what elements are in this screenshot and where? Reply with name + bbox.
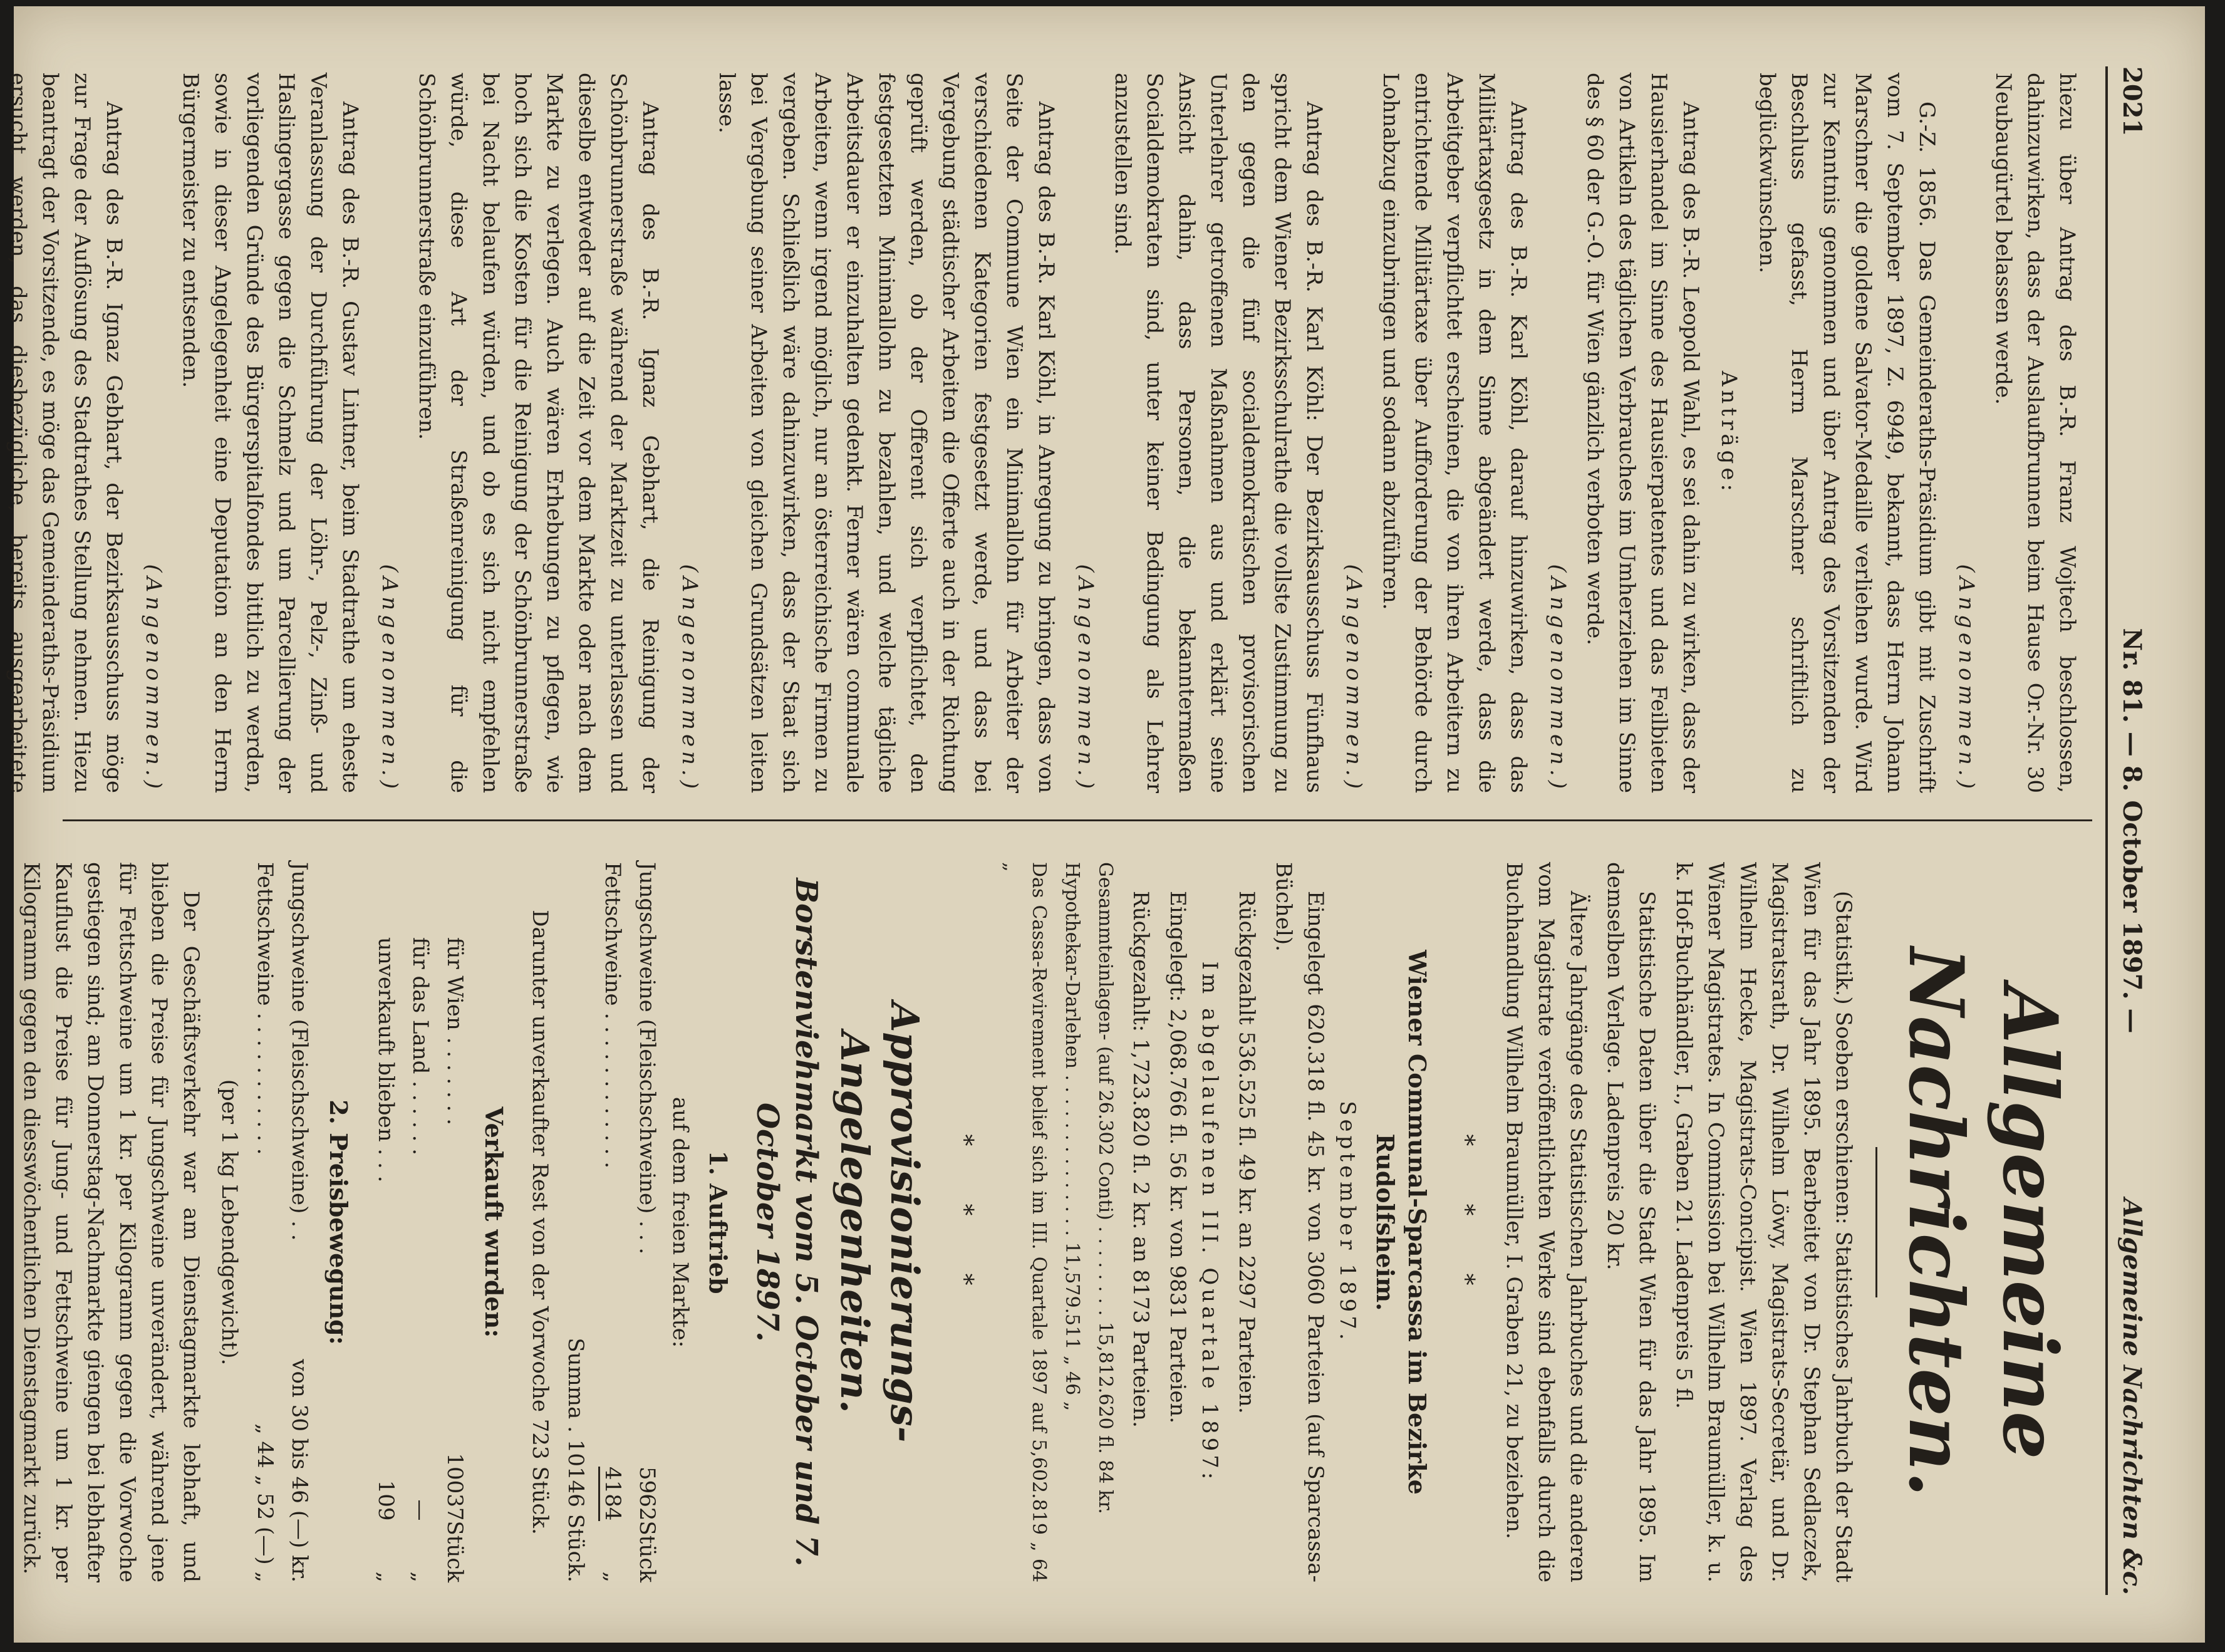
row-value: von 30 bis 46 (—) kr.: [287, 1359, 312, 1582]
stat-line: Hypothekar-Darlehen . . . . . . . . . . . . . . 11,579.511 „ 46 „: [1061, 862, 1083, 1411]
table-row: [282, 862, 316, 1582]
row-value: 4184: [598, 1467, 625, 1521]
preis-note: (per 1 kg Lebendgewicht).: [217, 1079, 242, 1366]
paragraph: hiezu über Antrag des B.-R. Franz Wojtech beschlossen, dahinzuwirken, dass der Auslaufbrunnen beim Hause Or.-Nr. 30 Neubaugürtel belassen werde.: [1991, 73, 2080, 793]
auftrieb-table: [595, 862, 664, 1582]
title-rule: [1875, 1147, 1877, 1297]
separator-stars: * * *: [951, 1134, 978, 1311]
row-unit: „: [600, 1571, 625, 1582]
paragraph: Antrag des B.-R. Karl Köhl, darauf hinzuwirken, dass das Militärtaxgesetz in dem Sinne abgeändert werde, dass die Arbeitgeber verpflichtet erscheinen, die von ihren Arbeitern zu entrichtende Militärtaxe über Aufforderung der Behörde durch Lohnabzug einzubringen und sodann abzuführen.: [1378, 73, 1531, 793]
paragraph: Der Geschäftsverkehr war am Dienstagmarkte lebhaft, und blieben die Preise für Jungschweine unverändert, während jene für Fettschweine um 1 kr. per Kilogramm gegen die Vorwoche gestiegen sind; am Donnerstag-Nachmarkte giengen bei lebhafter Kauflust die Preise für Jung- und Fettschweine um 1 kr. per Kilogramm gegen den diesswöchentlichen Dienstagmarkt zurück.: [19, 862, 204, 1582]
row-value: 10037: [442, 1453, 467, 1521]
row-unit: „: [408, 1571, 433, 1582]
separator-stars: * * *: [1452, 1134, 1480, 1311]
paragraph: Statistische Daten über die Stadt Wien für das Jahr 1895. Im demselben Verlage. Ladenpreis 20 kr.: [1602, 862, 1659, 1582]
stat-line: Gesammteinlagen- (auf 26.302 Conti) . . . . . . . . 15,812.620 fl. 84 kr.: [1094, 862, 1116, 1514]
sparcassa-heading: Wiener Communal-Sparcassa im Bezirke Rudolfsheim.: [1371, 950, 1431, 1495]
paragraph: Antrag des B.-R. Karl Köhl, in Anregung zu bringen, dass von Seite der Commune Wien ein Minimallohn für Arbeiter der verschiedenen Kategorien festgesetzt werde, und dass bei Vergebung städtischer Arbeiten die Offerte auch in der Richtung geprüft werden, ob der Offerent sich verpflichtet, den festgesetzten Minimallohn zu bezahlen, und welche tägliche Arbeitsdauer er einzuhalten gedenkt. Ferner wären communale Arbeiten, wenn irgend möglich, nur an österreichische Firmen zu vergeben. Schließlich wäre dahinzuwirken, dass der Staat sich bei Vergebung seiner Arbeiten von gleichen Grundsätzen leiten lasse.: [714, 73, 1059, 793]
accepted-note: (Angenommen.): [377, 564, 402, 793]
row-value: —: [408, 1499, 433, 1521]
running-head: Allgemeine Nachrichten &c.: [2117, 1198, 2147, 1595]
paragraph: Ältere Jahrgänge des Statistischen Jahrbuches und die anderen vom Magistrate veröffentlichten Werke sind ebenfalls durch die Buchhandlung Wilhelm Braumüller, I. Graben 21, zu beziehen.: [1501, 862, 1590, 1582]
verkauft-table: [368, 862, 472, 1582]
accepted-note: (Angenommen.): [677, 564, 702, 793]
month-heading: September 1897.: [1335, 1101, 1360, 1344]
preis-table: [247, 862, 316, 1582]
accepted-note: (Angenommen.): [1954, 564, 1979, 793]
summa-line: Summa . 10146 Stück.: [563, 1338, 588, 1582]
paragraph: Antrag des B.-R. Leopold Wahl, es sei dahin zu wirken, dass der Hausierhandel im Sinne des Hausierpatentes und das Feilbieten von Artikeln des täglichen Verbrauches im Umherziehen im Sinne des § 60 der G.-O. für Wien gänzlich verboten werde.: [1582, 73, 1703, 793]
row-unit: Stück: [442, 1520, 467, 1582]
paragraph: Antrag des B.-R. Ignaz Gebhart, der Bezirksausschuss möge zur Frage der Auflösung des Stadtrathes Stellung nehmen. Hiezu beantragt der Vorsitzende, es möge das Gemeinderaths-Präsidium ersucht werden, das diesbezügliche, bereits ausgearbeitete: [6, 73, 127, 793]
section-title: Allgemeine Nachrichten.: [1892, 947, 2074, 1497]
market-heading: Borstenviehmarkt vom 5. October und 7. October 1897.: [750, 878, 824, 1567]
column-divider: [63, 819, 2092, 821]
approvisionierung-heading: Approvisionierungs-Angelegenheiten.: [832, 1002, 928, 1443]
table-row: [437, 862, 472, 1582]
paragraph: G.-Z. 1856. Das Gemeinderaths-Präsidium gibt mit Zuschrift vom 7. September 1897, Z. 6949, bekannt, dass Herrn Johann Marschner die goldene Salvator-Medaille verliehen wurde. Wird zur Kenntnis genommen und über Antrag des Vorsitzenden der Beschluss gefasst, Herrn Marschner schriftlich zu beglückwünschen.: [1755, 73, 1939, 793]
paragraph: Rückgezahlt 536.525 fl. 49 kr. an 2297 Parteien.: [1234, 891, 1259, 1414]
remainder-line: Darunter unverkaufter Rest von der Vorwoche 723 Stück.: [527, 910, 552, 1535]
table-row: [403, 862, 437, 1582]
paragraph: Eingelegt 620.318 fl. 45 kr. von 3060 Parteien (auf Sparcassa-Büchel).: [1271, 862, 1328, 1582]
section-heading: Anträge:: [1716, 371, 1741, 495]
row-unit: „: [373, 1571, 398, 1582]
table-row: [595, 862, 630, 1582]
auftrieb-subheading: auf dem freien Markte:: [668, 1096, 693, 1348]
paragraph: Antrag des B.-R. Gustav Lintner, beim Stadtrathe um ehеste Veranlassung der Durchführung der Löhr-, Pelz-, Zinß- und Haslingergasse gegen die Schmelz und um Parcellierung der vorliegenden Gründe des Bürgerspitalfondes bittlich zu werden, sowie in dieser Angelegenheit eine Deputation an den Herrn Bürgermeister zu entsenden.: [178, 73, 363, 793]
left-column: [0, 73, 2083, 793]
table-row: [368, 862, 403, 1582]
accepted-note: (Angenommen.): [141, 564, 166, 793]
table-row: [630, 862, 664, 1582]
paragraph: Antrag des B.-R. Ignaz Gebhart, die Reinigung der Schönbrunnerstraße während der Marktzeit zu unterlassen und dieselbe entweder auf die Zeit vor dem Markte oder nach dem Markte zu verlegen. Auch wären Erhebungen zu pflegen, wie hoch sich die Kosten für die Reinigung der Schönbrunnerstraße bei Nacht belaufen würden, und ob es sich nicht empfehlen würde, diese Art der Straßenreinigung für die Schönbrunnerstraße einzuführen.: [414, 73, 663, 793]
row-label: Fettschweine . . . . . . . . . . . .: [600, 862, 625, 1169]
paragraph: Eingelegt: 2,068.766 fl. 56 kr. von 9831 Parteien.: [1165, 891, 1190, 1424]
row-unit: Stück: [635, 1520, 660, 1582]
quarter-heading: Im abgelaufenen III. Quartale 1897:: [1197, 961, 1222, 1483]
paragraph: Antrag des B.-R. Karl Köhl: Der Bezirksausschuss Fünfhaus spricht dem Wiener Bezirksschulrathe die vollste Zustimmung zu den gegen die fünf socialdemokratischen provisorischen Unterlehrer getroffenen Maßnahmen aus und erklärt seine Ansicht dahin, dass Personen, die bekanntermaßen Socialdemokraten sind, unter keiner Bedingung als Lehrer anzustellen sind.: [1110, 73, 1327, 793]
row-value: 109: [373, 1480, 398, 1521]
row-label: Jungschweine (Fleischschweine) . . .: [635, 862, 660, 1255]
row-value: 5962: [635, 1466, 660, 1521]
issue-line: Nr. 81. — 8. October 1897. —: [2117, 628, 2147, 1034]
accepted-note: (Angenommen.): [1341, 564, 1366, 793]
accepted-note: (Angenommen.): [1073, 564, 1098, 793]
paragraph: (Statistik.) Soeben erschienen: Statistisches Jahrbuch der Stadt Wien für das Jahr 1895. Bearbeitet von Dr. Stephan Sedlaczek, Magistratsrath, Dr. Wilhelm Löwy, Magistrats-Secretär, und Dr. Wilhelm Hecke, Magistrats-Concipist. Wien 1897. Verlag des Wiener Magistrates. In Commission bei Wilhelm Braumüller, k. u. k. Hof-Buchhändler, I., Graben 21. Ladenpreis 5 fl.: [1671, 862, 1856, 1582]
paragraph: Rückgezahlt: 1,723.820 fl. 2 kr. an 8173 Parteien.: [1128, 891, 1153, 1428]
accepted-note: (Angenommen.): [1545, 564, 1570, 793]
stat-line: Das Cassa-Revirement belief sich im III. Quartale 1897 auf 5,602.819 „ 64 „: [1000, 862, 1050, 1582]
row-label: unverkauft blieben . . .: [373, 937, 398, 1183]
scanned-sheet: [6, 6, 2205, 1643]
verkauft-heading: Verkauft wurden:: [480, 1106, 508, 1338]
table-row: [247, 862, 282, 1582]
row-label: für das Land . . . . . .: [408, 937, 433, 1156]
row-label: Jungschweine (Fleischschweine) . .: [287, 862, 312, 1241]
row-value: „ 44 „ 52 (—) „: [252, 1423, 277, 1582]
auftrieb-heading: 1. Auftrieb: [704, 1150, 732, 1294]
page-number: 2021: [2117, 66, 2147, 137]
newspaper-page: [6, 29, 2186, 1633]
row-label: für Wien . . . . . . .: [442, 937, 467, 1126]
page-header: [2105, 66, 2152, 1595]
row-label: Fettschweine . . . . . . . . . . .: [252, 862, 277, 1155]
right-column: [0, 862, 2083, 1582]
preis-heading: 2. Preisbewegung:: [324, 1099, 353, 1345]
